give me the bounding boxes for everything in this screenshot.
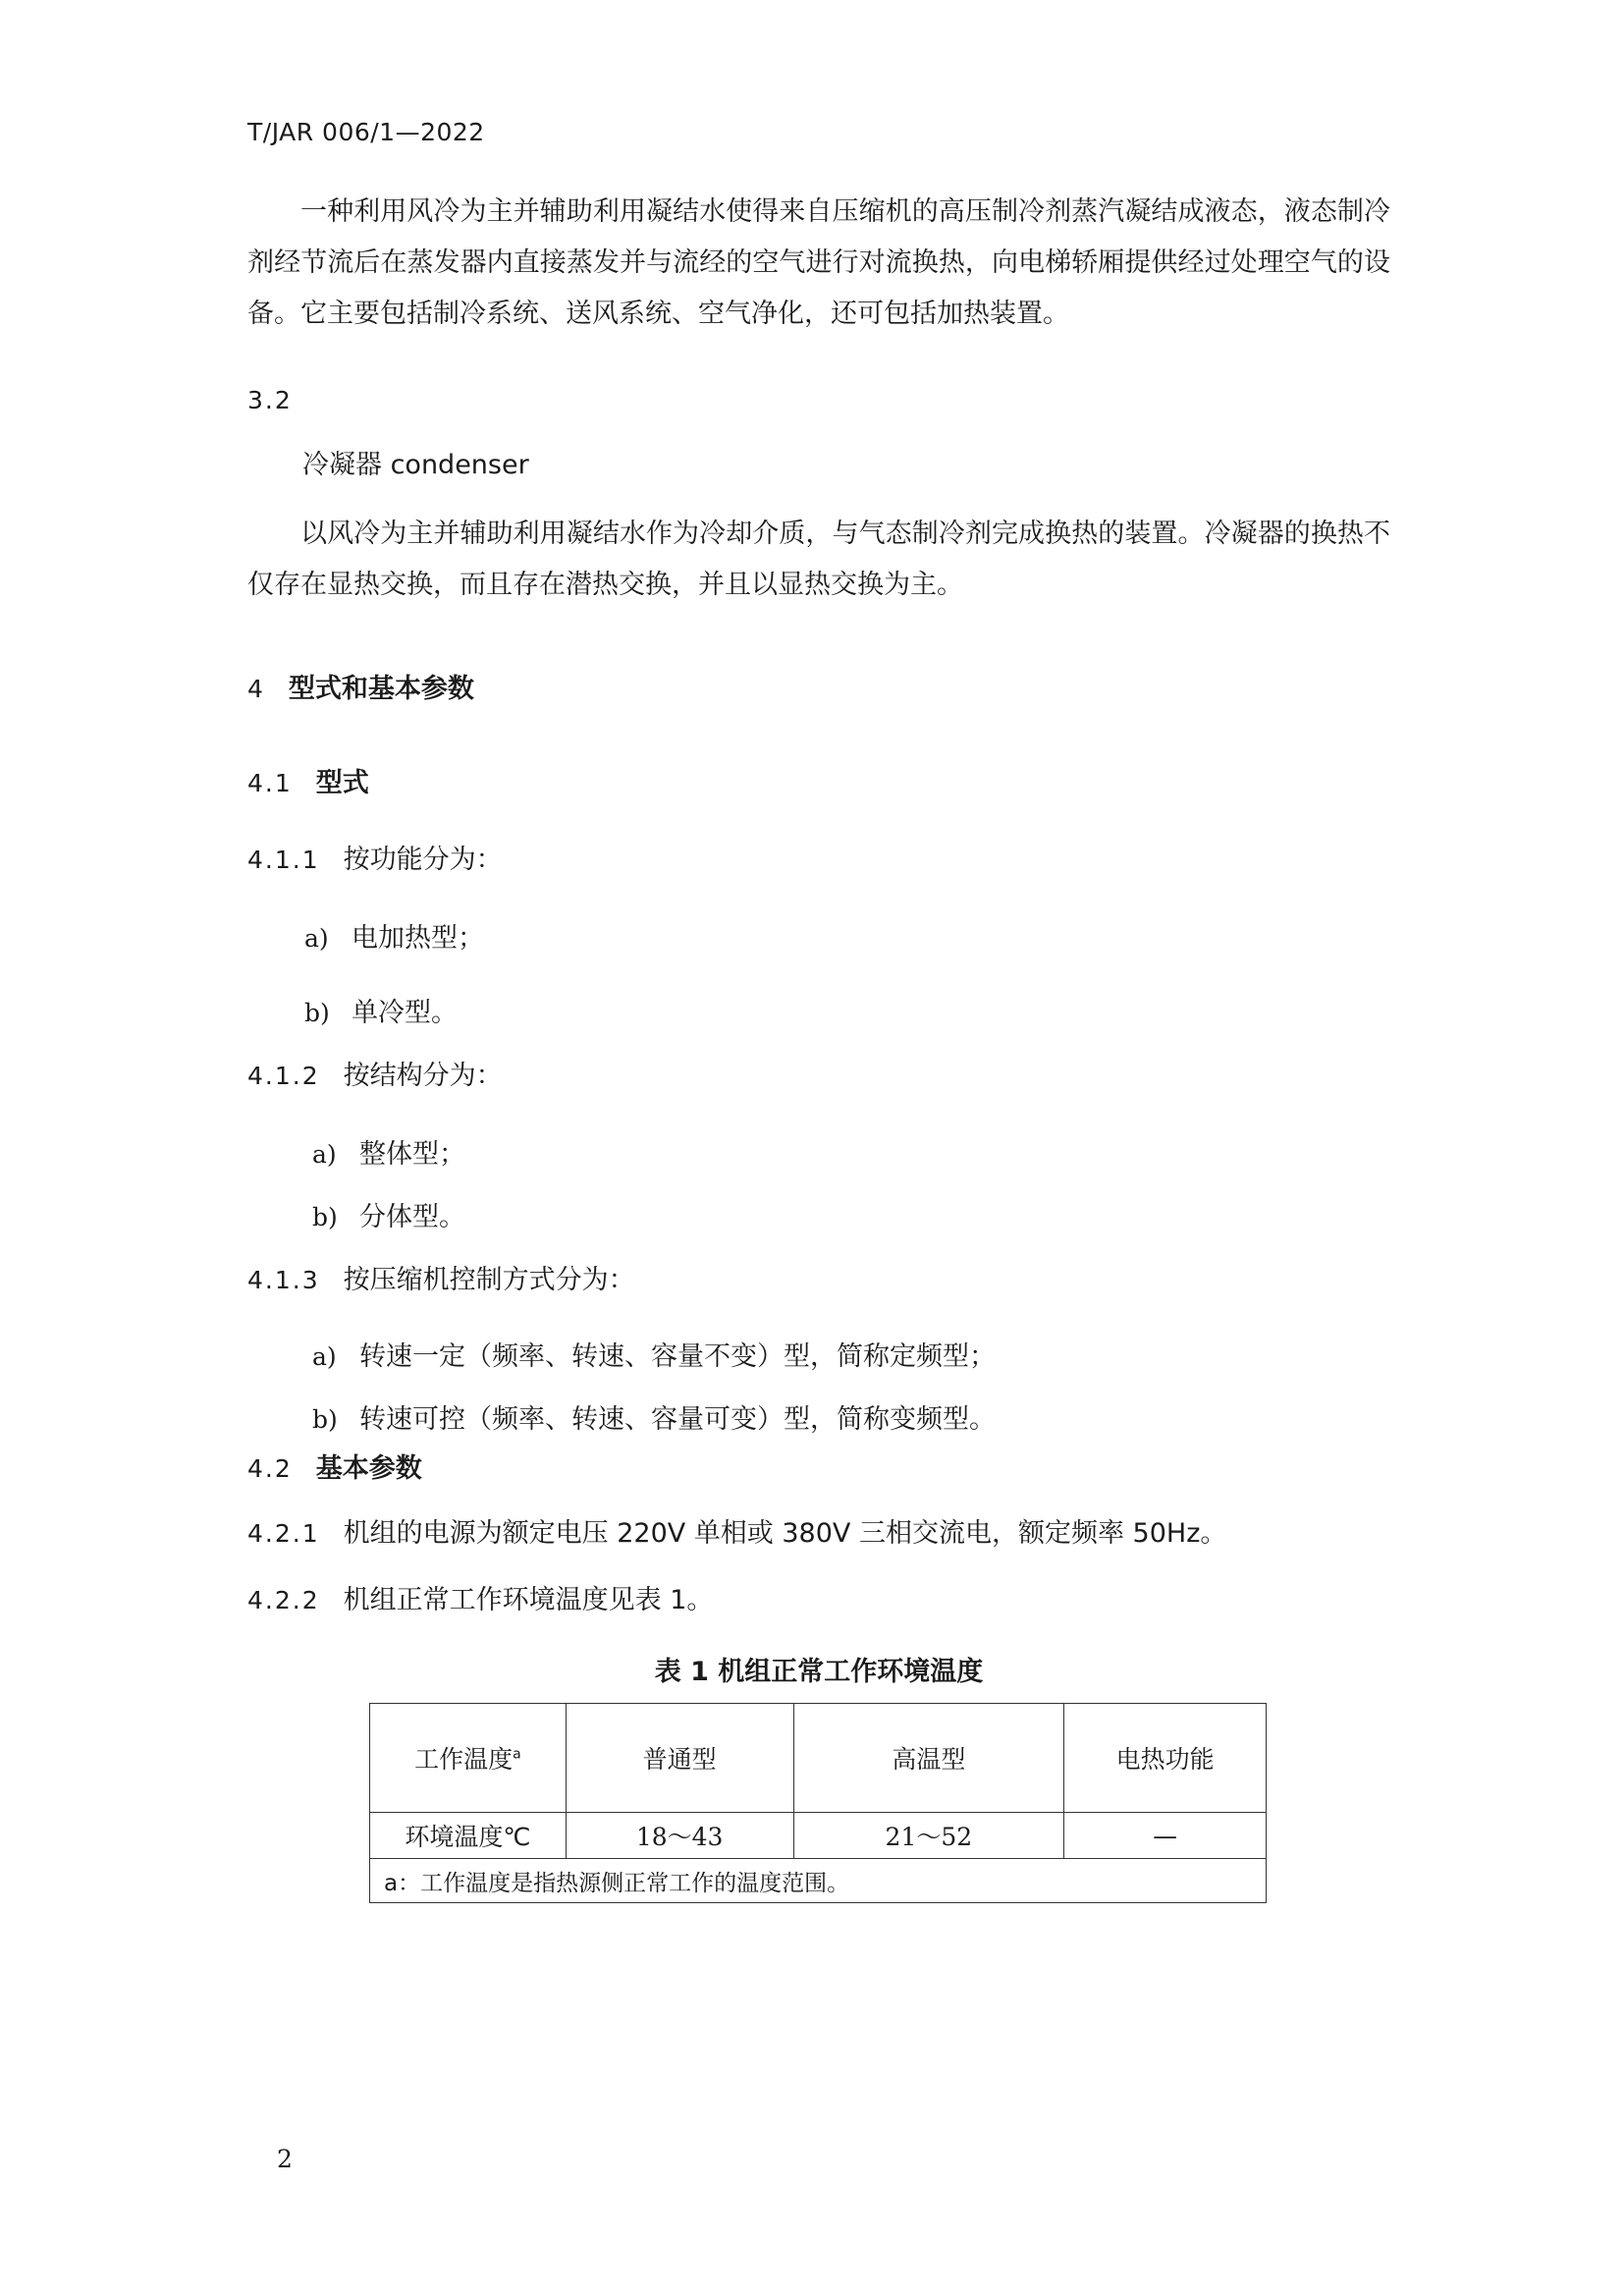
section-title: 型式 <box>315 768 369 798</box>
list-item-text: 整体型； <box>359 1139 465 1170</box>
list-item-label: a) <box>312 1140 337 1169</box>
list-item <box>312 1137 465 1173</box>
section-number: 4.2.1 <box>247 1519 320 1548</box>
section-3-2-definition: 以风冷为主并辅助利用凝结水作为冷却介质，与气态制冷剂完成换热的装置。冷凝器的换热不仅存在显热交换，而且存在潜热交换，并且以显热交换为主。 <box>247 519 1390 600</box>
list-item-label: b) <box>304 999 330 1027</box>
footnote-mark: a <box>513 1746 521 1763</box>
section-4-1-2 <box>247 1059 503 1094</box>
list-item-label: a) <box>312 1342 337 1371</box>
list-item <box>312 1402 996 1438</box>
table-header-cell: 普通型 <box>566 1704 793 1813</box>
list-item-label: b) <box>312 1405 338 1434</box>
section-4-heading <box>247 672 474 707</box>
section-number: 4.1 <box>247 769 293 797</box>
table-note: a：工作温度是指热源侧正常工作的温度范围。 <box>370 1859 1267 1903</box>
section-4-2-heading <box>247 1451 422 1487</box>
section-title: 型式和基本参数 <box>288 674 474 704</box>
section-3-2-number <box>247 383 293 418</box>
list-item-label: b) <box>312 1203 338 1231</box>
table-1 <box>369 1703 1267 1903</box>
table-header-cell: 电热功能 <box>1064 1704 1267 1813</box>
document-header-code: T/JAR 006/1—2022 <box>247 118 485 146</box>
list-item-text: 分体型。 <box>359 1202 465 1232</box>
section-text: 机组的电源为额定电压 220V 单相或 380V 三相交流电，额定频率 50Hz。 <box>343 1518 1227 1549</box>
list-item <box>304 921 484 957</box>
section-number: 3.2 <box>247 386 293 414</box>
section-4-2-2 <box>247 1583 713 1618</box>
table-1-title: 表 1 机组正常工作环境温度 <box>654 1657 984 1687</box>
table-cell: 环境温度℃ <box>370 1813 567 1859</box>
section-number: 4.2 <box>247 1454 293 1483</box>
section-number: 4.1.3 <box>247 1266 320 1294</box>
list-item <box>304 996 458 1031</box>
header-text: 工作温度 <box>414 1745 514 1774</box>
table-header-row <box>370 1704 1267 1813</box>
section-4-1-heading <box>247 766 369 801</box>
list-item <box>312 1200 465 1235</box>
section-3-2-term: 冷凝器 condenser <box>302 450 529 480</box>
list-item-text: 转速一定（频率、转速、容量不变）型，简称定频型； <box>359 1341 996 1372</box>
list-item-text: 单冷型。 <box>352 998 458 1028</box>
table-row <box>370 1813 1267 1859</box>
section-title: 基本参数 <box>315 1453 422 1484</box>
section-4-2-1 <box>247 1516 1226 1552</box>
section-text: 按结构分为： <box>343 1061 503 1091</box>
table-cell: 21～52 <box>793 1813 1064 1859</box>
section-number: 4 <box>247 675 265 703</box>
list-item-text: 电加热型； <box>352 923 484 954</box>
section-text: 机组正常工作环境温度见表 1。 <box>343 1585 714 1615</box>
section-4-1-3 <box>247 1263 635 1298</box>
section-4-1-1 <box>247 843 503 878</box>
table-header-cell: 高温型 <box>793 1704 1064 1813</box>
section-text: 按压缩机控制方式分为： <box>343 1265 635 1295</box>
table-header-cell <box>370 1704 567 1813</box>
table-cell: 18～43 <box>566 1813 793 1859</box>
section-text: 按功能分为： <box>343 845 503 875</box>
list-item-label: a) <box>304 924 329 953</box>
section-number: 4.1.2 <box>247 1062 320 1090</box>
table-cell: — <box>1064 1813 1267 1859</box>
page-number: 2 <box>277 2145 293 2173</box>
section-number: 4.2.2 <box>247 1586 320 1614</box>
section-number: 4.1.1 <box>247 846 320 874</box>
list-item <box>312 1339 996 1375</box>
list-item-text: 转速可控（频率、转速、容量可变）型，简称变频型。 <box>359 1404 996 1435</box>
intro-paragraph: 一种利用风冷为主并辅助利用凝结水使得来自压缩机的高压制冷剂蒸汽凝结成液态，液态制冷剂经节流后在蒸发器内直接蒸发并与流经的空气进行对流换热，向电梯轿厢提供经过处理空气的设备。它主要包括制冷系统、送风系统、空气净化，还可包括加热装置。 <box>247 196 1390 329</box>
table-note-row <box>370 1859 1267 1903</box>
